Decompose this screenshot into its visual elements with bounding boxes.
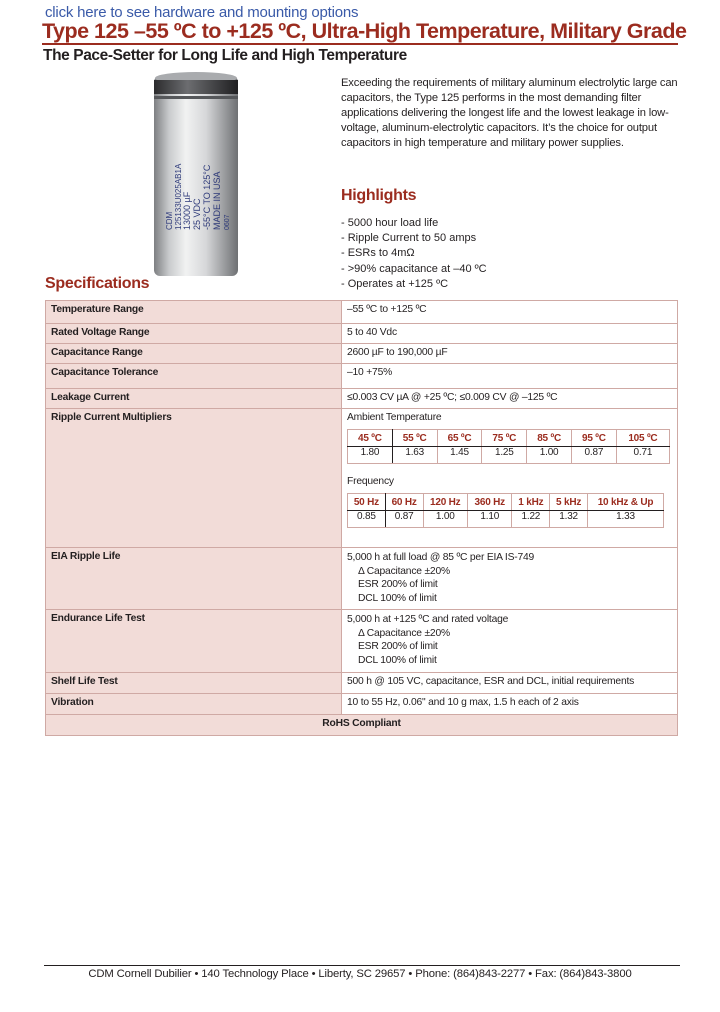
highlight-item: - Operates at +125 ºC <box>341 277 449 290</box>
spec-value-line: 5,000 h at full load @ 85 ºC per EIA IS-749 <box>347 552 535 563</box>
frequency-header: 5 kHz <box>550 494 588 511</box>
spec-value-line: Δ Capacitance ±20% <box>358 627 450 639</box>
spec-row-endurance <box>46 610 678 673</box>
spec-value <box>342 610 678 673</box>
spec-row-tolerance <box>46 364 678 389</box>
ambient-header: 95 ºC <box>571 430 616 447</box>
spec-value-line: 5,000 h at +125 ºC and rated voltage <box>347 614 509 625</box>
spec-value-line: DCL 100% of limit <box>358 654 437 666</box>
frequency-value: 0.85 <box>348 511 386 528</box>
spec-row-ripple <box>46 409 678 548</box>
title-rule <box>42 43 678 45</box>
capacitor-label-line: 0607 <box>224 214 231 230</box>
highlight-item: - 5000 hour load life <box>341 217 439 229</box>
spec-label: Capacitance Range <box>46 344 342 364</box>
spec-row-temperature <box>46 301 678 324</box>
ambient-value: 1.80 <box>348 447 393 464</box>
spec-row-capacitance <box>46 344 678 364</box>
frequency-value: 1.32 <box>550 511 588 528</box>
capacitor-label-line: CDM <box>165 211 174 230</box>
ambient-value: 0.71 <box>616 447 669 464</box>
intro-paragraph: Exceeding the requirements of military aluminum electrolytic large can capacitors, the Type 125 performs in the most demanding filter applications delivering the longest life and the lowest leakage in low-voltage, aluminum-electrolytic capacitors. It’s the choice for output capacitors in high temperature and military power supplies. <box>341 77 678 150</box>
capacitor-label-line: MADE IN USA <box>212 171 222 230</box>
spec-row-vibration <box>46 694 678 715</box>
spec-label: Capacitance Tolerance <box>46 364 342 389</box>
capacitor-label-line: 13000 µF <box>182 191 192 230</box>
spec-label: Vibration <box>46 694 342 715</box>
ambient-header: 65 ºC <box>437 430 482 447</box>
frequency-header: 10 kHz & Up <box>587 494 663 511</box>
spec-label: Rated Voltage Range <box>46 324 342 344</box>
capacitor-image <box>150 70 242 282</box>
spec-label: Leakage Current <box>46 389 342 409</box>
spec-value-line: ESR 200% of limit <box>358 641 438 653</box>
frequency-header: 120 Hz <box>423 494 467 511</box>
ambient-value: 0.87 <box>571 447 616 464</box>
ambient-value: 1.25 <box>482 447 527 464</box>
highlights-list <box>341 216 487 292</box>
frequency-label: Frequency <box>347 476 394 487</box>
spec-label: Temperature Range <box>46 301 342 324</box>
spec-row-shelf-life <box>46 673 678 694</box>
frequency-value: 1.22 <box>512 511 550 528</box>
footer-rule <box>44 965 680 966</box>
ambient-header: 45 ºC <box>348 430 393 447</box>
spec-value: 10 to 55 Hz, 0.06" and 10 g max, 1.5 h each of 2 axis <box>342 694 678 715</box>
spec-value: 500 h @ 105 VC, capacitance, ESR and DCL, initial requirements <box>342 673 678 694</box>
rohs-label: RoHS Compliant <box>46 715 678 736</box>
frequency-multiplier-table <box>347 493 664 528</box>
highlights-heading: Highlights <box>341 187 417 204</box>
specifications-table <box>45 300 678 736</box>
page-subtitle: The Pace-Setter for Long Life and High Temperature <box>43 47 407 64</box>
specifications-heading: Specifications <box>45 275 150 292</box>
ambient-value: 1.63 <box>392 447 437 464</box>
highlight-item: - >90% capacitance at –40 ºC <box>341 262 487 275</box>
spec-value: 5 to 40 Vdc <box>342 324 678 344</box>
spec-row-voltage <box>46 324 678 344</box>
capacitor-label-line: 25 VDC <box>192 198 202 230</box>
frequency-header: 360 Hz <box>467 494 511 511</box>
spec-value-line: DCL 100% of limit <box>358 592 437 604</box>
frequency-value: 1.10 <box>467 511 511 528</box>
page-title: Type 125 –55 ºC to +125 ºC, Ultra-High Temperature, Military Grade <box>42 19 687 43</box>
spec-value: –55 ºC to +125 ºC <box>342 301 678 324</box>
capacitor-label-line: 125133U025AB1A <box>174 163 183 230</box>
spec-value-line: ESR 200% of limit <box>358 579 438 591</box>
frequency-header: 50 Hz <box>348 494 386 511</box>
ambient-multiplier-table <box>347 429 670 464</box>
spec-value-line: Δ Capacitance ±20% <box>358 565 450 577</box>
spec-value: –10 +75% <box>342 364 678 389</box>
ambient-header: 75 ºC <box>482 430 527 447</box>
spec-value <box>342 409 678 548</box>
spec-row-eia-ripple-life <box>46 548 678 610</box>
ambient-value: 1.45 <box>437 447 482 464</box>
spec-value: ≤0.003 CV µA @ +25 ºC; ≤0.009 CV @ –125 ºC <box>342 389 678 409</box>
spec-label: Shelf Life Test <box>46 673 342 694</box>
capacitor-label-line: -55°C TO 125°C <box>202 164 212 230</box>
spec-label: Endurance Life Test <box>46 610 342 673</box>
ambient-value: 1.00 <box>527 447 572 464</box>
frequency-value: 0.87 <box>385 511 423 528</box>
frequency-header: 60 Hz <box>385 494 423 511</box>
frequency-value: 1.33 <box>587 511 663 528</box>
frequency-header: 1 kHz <box>512 494 550 511</box>
spec-label: Ripple Current Multipliers <box>46 409 342 548</box>
spec-value: 2600 µF to 190,000 µF <box>342 344 678 364</box>
ambient-header: 85 ºC <box>527 430 572 447</box>
spec-value <box>342 548 678 610</box>
spec-label: EIA Ripple Life <box>46 548 342 610</box>
frequency-value: 1.00 <box>423 511 467 528</box>
ambient-header: 105 ºC <box>616 430 669 447</box>
footer-contact: CDM Cornell Dubilier • 140 Technology Place • Liberty, SC 29657 • Phone: (864)843-2277 • Fax: (864)843-3800 <box>88 968 632 980</box>
spec-row-rohs <box>46 715 678 736</box>
ambient-header: 55 ºC <box>392 430 437 447</box>
ambient-temperature-label: Ambient Temperature <box>347 412 442 423</box>
highlight-item: - ESRs to 4mΩ <box>341 247 415 260</box>
spec-row-leakage <box>46 389 678 409</box>
hardware-mounting-link[interactable]: click here to see hardware and mounting options <box>45 4 359 21</box>
highlight-item: - Ripple Current to 50 amps <box>341 232 477 245</box>
